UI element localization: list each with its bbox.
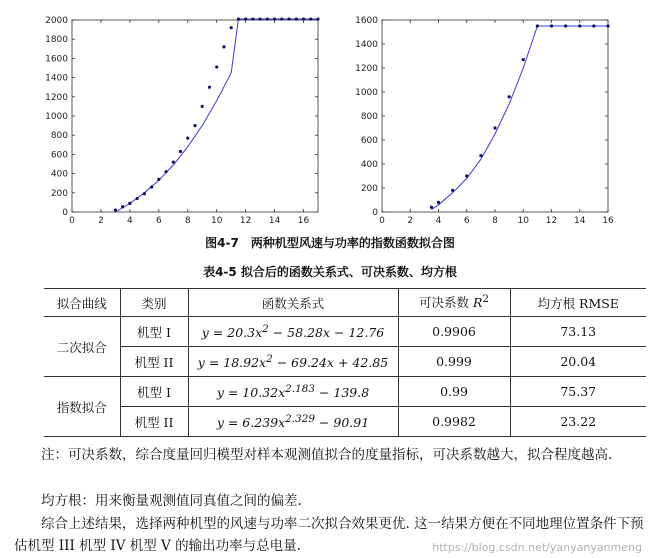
data-point xyxy=(592,24,595,27)
x-tick-label: 8 xyxy=(492,216,498,226)
x-tick-label: 14 xyxy=(268,216,281,226)
header-formula: 函数关系式 xyxy=(188,289,398,317)
figure-caption: 图4-7 两种机型风速与功率的指数函数拟合图 xyxy=(205,236,455,250)
plot-frame xyxy=(382,20,608,212)
x-tick-label: 6 xyxy=(155,216,162,226)
table-row xyxy=(44,317,646,347)
data-point xyxy=(114,208,117,211)
data-point xyxy=(309,17,312,20)
x-tick-label: 2 xyxy=(407,216,414,226)
data-point xyxy=(251,17,254,20)
y-tick-label: 2000 xyxy=(45,16,68,26)
y-tick-label: 800 xyxy=(360,112,378,122)
data-point xyxy=(222,45,225,48)
data-point xyxy=(143,192,146,195)
row-rmse: 23.22 xyxy=(510,407,646,437)
formula-exponent: 2.329 xyxy=(285,412,315,425)
header-type: 类别 xyxy=(120,289,188,317)
header-r2-label: 可决系数 xyxy=(418,295,469,311)
note-conclusion: 综合上述结果，选择两种机型的风速与功率二次拟合效果更优. 这一结果方便在不同地理位置条件下预估机型 III 机型 IV 机型 V 的输出功率与总电量. xyxy=(14,516,644,554)
row-type: 机型 II xyxy=(120,347,188,377)
y-tick-label: 1400 xyxy=(355,40,378,50)
formula-lhs: y = 18.92x xyxy=(197,355,267,371)
row-formula xyxy=(188,347,398,377)
data-point xyxy=(259,17,262,20)
data-point xyxy=(550,24,553,27)
data-point xyxy=(179,150,182,153)
data-point xyxy=(186,136,189,139)
y-tick-label: 200 xyxy=(50,188,68,199)
data-point xyxy=(430,206,433,209)
data-point xyxy=(280,17,283,20)
row-r2: 0.999 xyxy=(398,347,510,377)
table-caption: 表4-5 拟合后的函数关系式、可决系数、均方根 xyxy=(203,265,457,279)
row-type: 机型 I xyxy=(120,377,188,407)
row-rmse: 73.13 xyxy=(510,317,646,347)
group-quadratic-label: 二次拟合 xyxy=(56,339,107,355)
row-type: 机型 I xyxy=(120,317,188,347)
row-rmse: 20.04 xyxy=(510,347,646,377)
header-r2-sup: 2 xyxy=(482,293,490,306)
x-tick-label: 0 xyxy=(69,216,75,226)
y-tick-label: 1600 xyxy=(355,16,378,26)
formula-exponent: 2 xyxy=(262,322,269,335)
data-point xyxy=(193,124,196,127)
y-tick-label: 1000 xyxy=(355,88,378,98)
group-exponential-label: 指数拟合 xyxy=(56,399,107,415)
data-point xyxy=(302,17,305,20)
plot-frame xyxy=(72,20,318,212)
data-point xyxy=(136,197,139,200)
fit-results-table xyxy=(44,288,646,437)
data-point xyxy=(157,178,160,181)
data-point xyxy=(273,17,276,20)
row-rmse: 75.37 xyxy=(510,377,646,407)
table-row xyxy=(44,377,646,407)
data-point xyxy=(437,201,440,204)
data-point xyxy=(578,24,581,27)
data-point xyxy=(287,17,290,20)
formula-lhs: y = 6.239x xyxy=(216,415,286,431)
header-rmse: 均方根 RMSE xyxy=(510,289,646,317)
group-quadratic xyxy=(44,317,120,377)
formula-exponent: 2.183 xyxy=(285,382,315,395)
y-tick-label: 800 xyxy=(50,131,68,142)
x-tick-label: 12 xyxy=(239,216,252,226)
y-tick-label: 1800 xyxy=(45,35,68,46)
formula-rhs: − 90.91 xyxy=(314,415,370,431)
data-point xyxy=(606,24,609,27)
row-type: 机型 II xyxy=(120,407,188,437)
data-point xyxy=(266,17,269,20)
x-tick-label: 10 xyxy=(517,216,529,226)
x-tick-label: 16 xyxy=(602,216,614,226)
x-tick-label: 4 xyxy=(435,216,442,226)
y-tick-label: 200 xyxy=(360,184,378,194)
x-tick-label: 12 xyxy=(545,216,558,226)
data-point xyxy=(230,26,233,29)
data-point xyxy=(208,86,211,89)
data-point xyxy=(465,174,468,177)
group-exponential xyxy=(44,377,120,437)
x-tick-label: 16 xyxy=(297,216,310,226)
row-r2: 0.9906 xyxy=(398,317,510,347)
note-r2: 注：可决系数，综合度量回归模型对样本观测值拟合的度量指标，可决系数越大，拟合程度越高. xyxy=(41,447,613,463)
y-tick-label: 400 xyxy=(50,169,68,180)
data-point xyxy=(164,170,167,173)
data-point xyxy=(508,95,511,98)
row-formula xyxy=(188,407,398,437)
x-tick-label: 14 xyxy=(574,216,586,226)
data-point xyxy=(172,160,175,163)
formula-rhs: − 58.28x − 12.76 xyxy=(268,325,385,341)
y-tick-label: 1200 xyxy=(45,92,68,103)
y-tick-label: 600 xyxy=(360,136,378,146)
data-point xyxy=(536,24,539,27)
chart-right xyxy=(340,0,618,232)
data-point xyxy=(295,17,298,20)
data-point xyxy=(215,65,218,68)
row-r2: 0.9982 xyxy=(398,407,510,437)
header-r2-symbol: R xyxy=(472,295,483,311)
y-tick-label: 600 xyxy=(50,150,68,161)
data-point xyxy=(244,17,247,20)
x-tick-label: 10 xyxy=(210,216,223,226)
y-tick-label: 1000 xyxy=(45,112,68,122)
y-tick-label: 1200 xyxy=(355,64,378,74)
data-point xyxy=(493,126,496,129)
y-tick-label: 0 xyxy=(62,208,68,218)
formula-rhs: − 139.8 xyxy=(314,385,370,401)
header-curve: 拟合曲线 xyxy=(44,289,120,317)
watermark: https://blog.csdn.net/yanyanyanmeng xyxy=(432,541,642,554)
y-tick-label: 1600 xyxy=(45,54,68,65)
row-formula xyxy=(188,377,398,407)
chart-left xyxy=(30,0,330,232)
formula-lhs: y = 20.3x xyxy=(201,325,263,341)
formula-exponent: 2 xyxy=(266,352,273,365)
y-tick-label: 0 xyxy=(372,208,378,218)
data-point xyxy=(451,189,454,192)
data-point xyxy=(564,24,567,27)
x-tick-label: 8 xyxy=(184,216,191,226)
table-row xyxy=(44,407,646,437)
data-point xyxy=(201,105,204,108)
data-point xyxy=(479,154,482,157)
formula-rhs: − 69.24x + 42.85 xyxy=(272,355,389,371)
note-rmse: 均方根：用来衡量观测值同真值之间的偏差. xyxy=(41,493,302,509)
y-tick-label: 400 xyxy=(360,160,378,170)
data-point xyxy=(316,17,319,20)
row-formula xyxy=(188,317,398,347)
data-point xyxy=(128,202,131,205)
table-header-row xyxy=(44,289,646,317)
y-tick-label: 1400 xyxy=(45,73,68,84)
x-tick-label: 6 xyxy=(463,216,470,226)
formula-lhs: y = 10.32x xyxy=(216,385,286,401)
data-point xyxy=(237,17,240,20)
data-point xyxy=(522,58,525,61)
row-r2: 0.99 xyxy=(398,377,510,407)
x-tick-label: 2 xyxy=(98,216,104,226)
table-row xyxy=(44,347,646,377)
x-tick-label: 0 xyxy=(379,216,385,226)
data-point xyxy=(150,185,153,188)
header-r2 xyxy=(398,289,510,317)
x-tick-label: 4 xyxy=(127,216,133,226)
data-point xyxy=(121,205,124,208)
